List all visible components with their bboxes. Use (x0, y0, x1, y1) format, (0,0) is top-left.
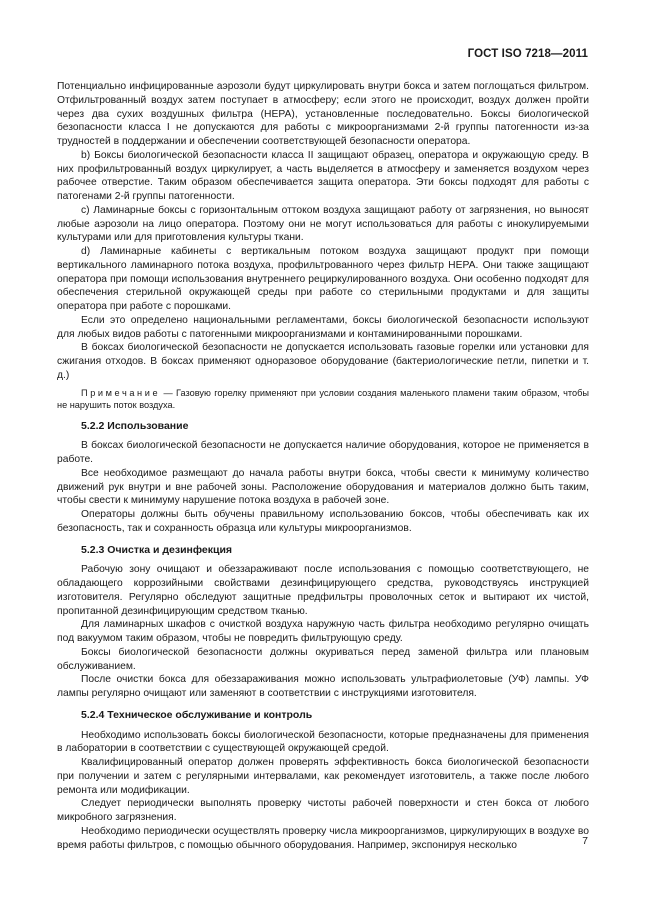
standard-header: ГОСТ ISO 7218—2011 (467, 48, 588, 60)
paragraph: В боксах биологической безопасности не допускается использовать газовые горелки или установки для сжигания отходов. В боксах применяют одноразовое оборудование (бактериологические петли, пипетки и т. д.) (57, 342, 589, 381)
paragraph: Квалифицированный оператор должен проверять эффективность бокса биологической безопасности при получении и затем с регулярными интервалами, как рекомендует изготовитель, а также после любого ремонта или модификации. (57, 757, 589, 796)
paragraph: Все необходимое размещают до начала работы внутри бокса, чтобы свести к минимуму количество движений рук внутри и вне рабочей зоны. Расположение оборудования и материалов должно быть таким, чтобы свести к минимуму нарушение потока воздуха в рабочей зоне. (57, 467, 589, 507)
paragraph: После очистки бокса для обеззараживания можно использовать ультрафиолетовые (УФ) лампы. УФ лампы регулярно очищают или заменяют в соответствии с инструкциями изготовителя. (57, 674, 589, 699)
note (57, 387, 589, 412)
paragraph: Боксы биологической безопасности должны окуриваться перед заменой фильтра или плановым обслуживанием. (57, 646, 589, 672)
note-text: — Газовую горелку применяют при условии создания маленького пламени таким образом, чтобы не нарушить поток воздуха. (57, 387, 589, 410)
paragraph: c) Ламинарные боксы с горизонтальным оттоком воздуха защищают работу от загрязнения, но выносят любые аэрозоли на лицо оператора. Поэтому они не могут использоваться для работы с инокулируемыми культурами или для приготовления культуры ткани. (57, 204, 589, 244)
paragraph: Для ламинарных шкафов с очисткой воздуха наружную часть фильтра необходимо регулярно очищать под вакуумом таким образом, чтобы не повредить фильтрующую среду. (57, 619, 589, 644)
document-body (57, 80, 589, 852)
paragraph: b) Боксы биологической безопасности класса II защищают образец, оператора и окружающую среду. В них профильтрованный воздух циркулирует, а часть выделяется в атмосферу и заменяется воздухом через рабочее отверстие. Таким образом обеспечивается защита оператора. Эти боксы подходят для работы с патогенами 2-й группы патогенности. (57, 149, 589, 202)
paragraph: В боксах биологической безопасности не допускается наличие оборудования, которое не применяется в работе. (57, 440, 589, 465)
paragraph: Операторы должны быть обучены правильному использованию боксов, чтобы обеспечивать как их безопасность, так и сохранность образца или культуры микроорганизмов. (57, 509, 589, 534)
paragraph: Необходимо использовать боксы биологической безопасности, которые предназначены для применения в лаборатории в соответствии с существующей окружающей средой. (57, 729, 589, 755)
note-label: Примечание (81, 387, 161, 398)
section-heading: 5.2.3 Очистка и дезинфекция (81, 543, 233, 556)
page-number: 7 (582, 836, 588, 847)
section-heading: 5.2.4 Техническое обслуживание и контроль (81, 708, 313, 721)
paragraph: d) Ламинарные кабинеты с вертикальным потоком воздуха защищают продукт при помощи вертикального ламинарного потока воздуха, профильтрованного через фильтр НЕРА. Они также защищают оператора при помощи использования внутреннего рециркулированного воздуха. Они особенно подходят для обеспечения стерильной окружающей среды при работе со стерильными продуктами и для защиты оператора при работе с порошками. (57, 246, 589, 312)
paragraph: Следует периодически выполнять проверку чистоты рабочей поверхности и стен бокса от любого микробного загрязнения. (57, 798, 589, 823)
paragraph: Потенциально инфицированные аэрозоли будут циркулировать внутри бокса и затем поглощаться фильтром. Отфильтрованный воздух затем поступает в атмосферу; если этого не происходит, воздух должен пройти через два сухих воздушных фильтра (НЕРА), установленные последовательно. Боксы биологической безопасности класса I не допускаются для работы с микроорганизмами 2-й группы патогенности из-за трудностей в поддержании и обеспечении соответствующей безопасности оператора. (57, 81, 589, 147)
paragraph: Рабочую зону очищают и обеззараживают после использования с помощью соответствующего, не обладающего коррозийными свойствами дезинфицирующего средства, руководствуясь инструкцией изготовителя. Регулярно обследуют защитные предфильтры проволочных сеток и вытирают их чистой, пропитанной дезинфицирующим средством тканью. (57, 564, 589, 617)
paragraph: Если это определено национальными регламентами, боксы биологической безопасности используют для любых видов работы с патогенными микроорганизмами и контаминированными порошками. (57, 314, 589, 340)
paragraph: Необходимо периодически осуществлять проверку числа микроорганизмов, циркулирующих в воздухе во время работы фильтров, с помощью обычного оборудования. Например, экспонируя несколько (57, 825, 589, 851)
section-heading: 5.2.2 Использование (81, 419, 189, 432)
